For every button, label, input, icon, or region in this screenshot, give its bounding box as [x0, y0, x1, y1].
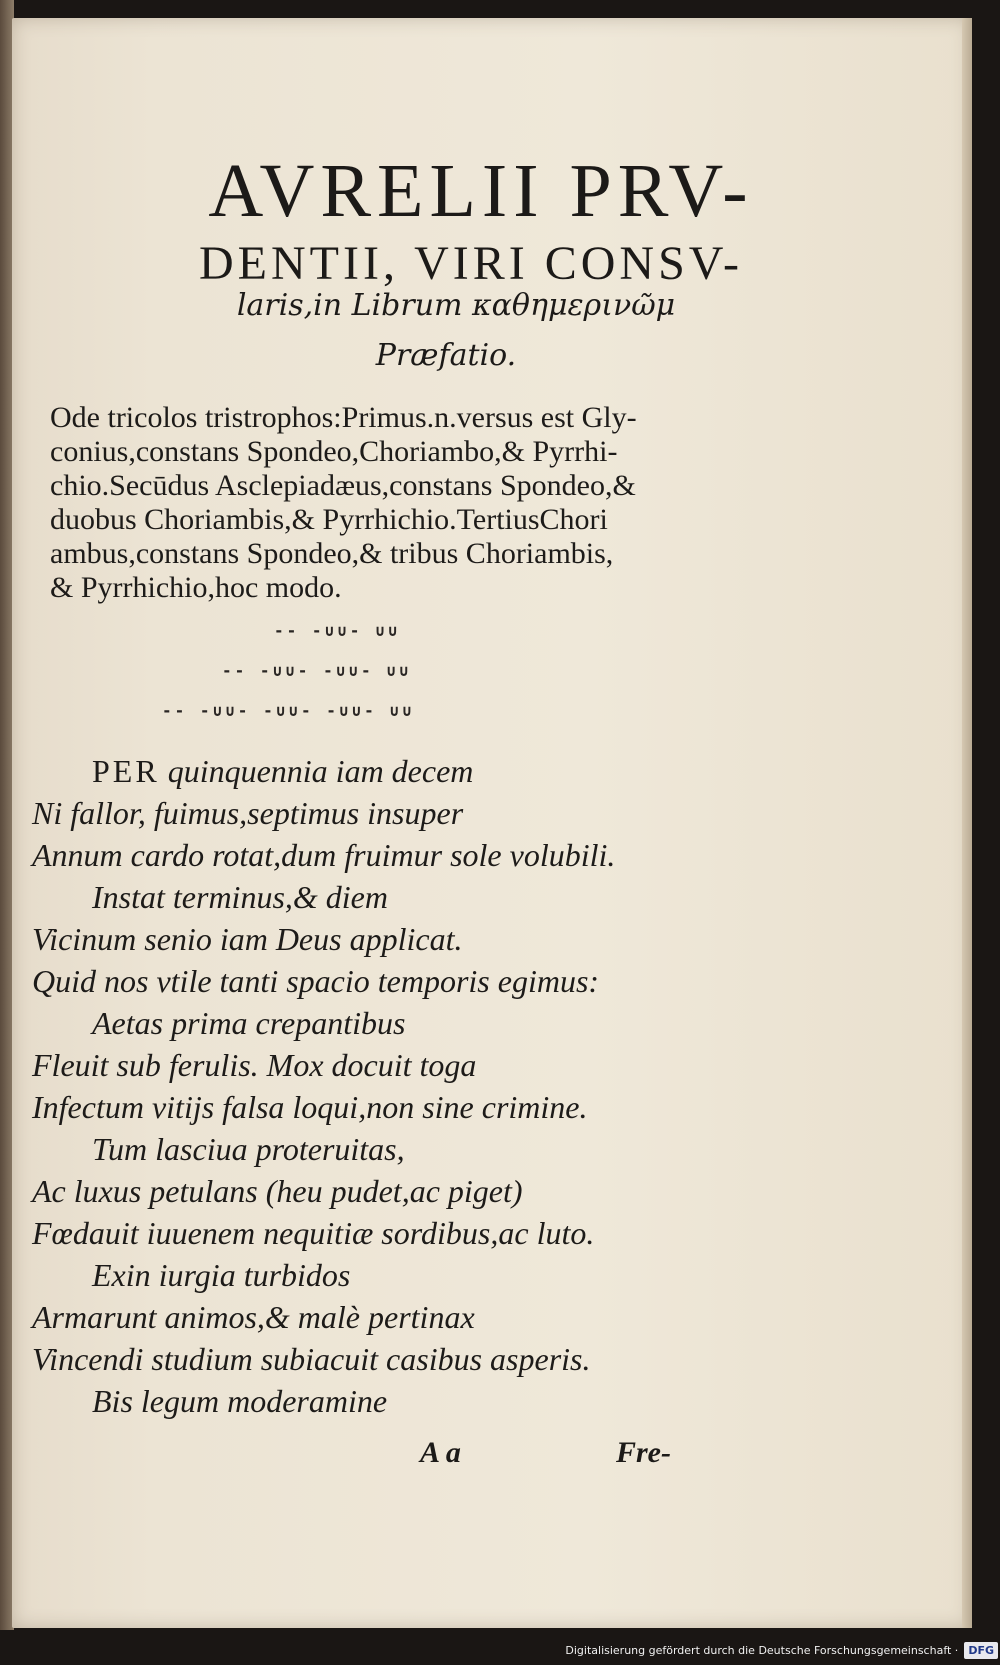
verse-line: Fœdauit iuuenem nequitiæ sordibus,ac luto.	[32, 1215, 595, 1251]
catchword: Fre-	[616, 1436, 671, 1469]
intro-line: Ode tricolos tristrophos:Primus.n.versus est Gly-	[50, 401, 637, 434]
title-line-3: laris,in Librum καθημερινῶμ	[236, 288, 676, 323]
verse-line: Vicinum senio iam Deus applicat.	[32, 921, 463, 957]
verse-line: Quid nos vtile tanti spacio temporis egimus:	[32, 963, 600, 999]
verse-line: Instat terminus,& diem	[92, 879, 388, 915]
intro-paragraph	[50, 401, 710, 605]
meter-scheme-1: -- -∪∪- ∪∪	[274, 621, 401, 640]
book-page	[12, 18, 970, 1628]
meter-scheme-2: -- -∪∪- -∪∪- ∪∪	[222, 661, 412, 680]
verse-initial-caps: PER	[92, 753, 160, 789]
footer-text: Digitalisierung gefördert durch die Deutsche Forschungsgemeinschaft ·	[565, 1643, 959, 1657]
title-line-2: DENTII, VIRI CONSV-	[199, 237, 743, 290]
title-line-4: Præfatio.	[375, 338, 517, 373]
verse-line: Exin iurgia turbidos	[92, 1257, 351, 1293]
verse-line: Infectum vitijs falsa loqui,non sine crimine.	[32, 1089, 588, 1125]
dfg-logo: DFG	[964, 1642, 998, 1659]
verse-line: Fleuit sub ferulis. Mox docuit toga	[32, 1047, 477, 1083]
signature-mark: A a	[420, 1436, 461, 1469]
verse-line: Vincendi studium subiacuit casibus asperis.	[32, 1341, 591, 1377]
verse-line: Ac luxus petulans (heu pudet,ac piget)	[32, 1173, 523, 1209]
title-line-1: AVRELII PRV-	[208, 149, 754, 233]
digitization-footer	[565, 1637, 998, 1663]
intro-line: ambus,constans Spondeo,& tribus Choriambis,	[50, 537, 614, 570]
page-edge	[962, 18, 972, 1628]
verse-line: Aetas prima crepantibus	[92, 1005, 406, 1041]
intro-line: conius,constans Spondeo,Choriambo,& Pyrrhi-	[50, 435, 618, 468]
intro-line: & Pyrrhichio,hoc modo.	[50, 571, 342, 604]
verse-line: Tum lasciua proteruitas,	[92, 1131, 405, 1167]
verse-line: Bis legum moderamine	[92, 1383, 388, 1419]
verse-line: Ni fallor, fuimus,septimus insuper	[32, 795, 464, 831]
verse-line: Armarunt animos,& malè pertinax	[32, 1299, 475, 1335]
intro-line: duobus Choriambis,& Pyrrhichio.TertiusChori	[50, 503, 608, 536]
verse-line: Annum cardo rotat,dum fruimur sole volubili.	[32, 837, 616, 873]
intro-line: chio.Secūdus Asclepiadæus,constans Spondeo,&	[50, 469, 636, 502]
verse-first-rest: quinquennia iam decem	[159, 753, 474, 789]
meter-scheme-3: -- -∪∪- -∪∪- -∪∪- ∪∪	[162, 701, 415, 720]
verse-line	[92, 753, 473, 790]
